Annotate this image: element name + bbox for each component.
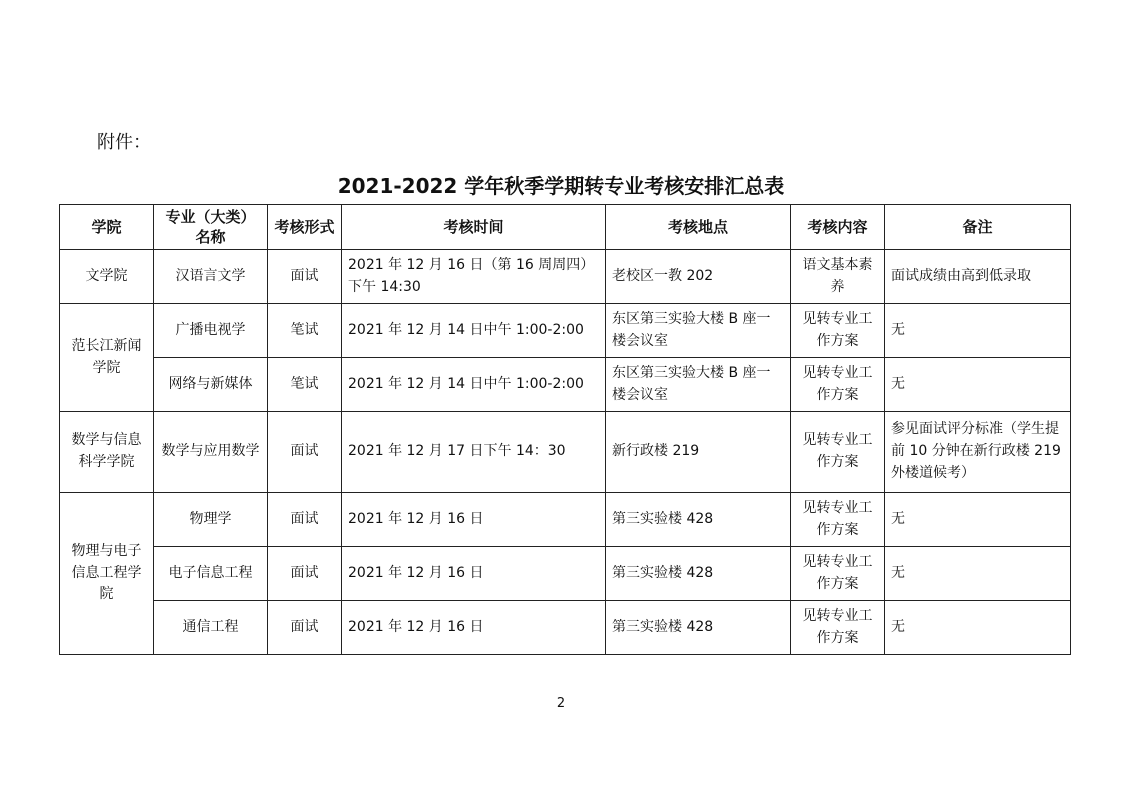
remark-cell: 无: [885, 358, 1071, 412]
remark-cell: 无: [885, 304, 1071, 358]
header-content: 考核内容: [791, 205, 885, 250]
form-cell: 面试: [268, 250, 342, 304]
content-cell: 见转专业工作方案: [791, 547, 885, 601]
major-cell: 数学与应用数学: [154, 412, 268, 493]
college-cell: 范长江新闻学院: [60, 304, 154, 412]
remark-cell: 无: [885, 493, 1071, 547]
remark-cell: 面试成绩由高到低录取: [885, 250, 1071, 304]
major-cell: 电子信息工程: [154, 547, 268, 601]
form-cell: 面试: [268, 601, 342, 655]
form-cell: 笔试: [268, 358, 342, 412]
form-cell: 笔试: [268, 304, 342, 358]
table-row: [60, 493, 1071, 547]
place-cell: 东区第三实验大楼 B 座一楼会议室: [606, 358, 791, 412]
time-cell: 2021 年 12 月 17 日下午 14：30: [342, 412, 606, 493]
time-cell: 2021 年 12 月 14 日中午 1:00-2:00: [342, 358, 606, 412]
place-cell: 东区第三实验大楼 B 座一楼会议室: [606, 304, 791, 358]
page-number: 2: [556, 696, 566, 711]
content-cell: 见转专业工作方案: [791, 358, 885, 412]
major-cell: 物理学: [154, 493, 268, 547]
content-cell: 语文基本素养: [791, 250, 885, 304]
place-cell: 第三实验楼 428: [606, 601, 791, 655]
remark-cell: 无: [885, 601, 1071, 655]
place-cell: 老校区一教 202: [606, 250, 791, 304]
place-cell: 第三实验楼 428: [606, 547, 791, 601]
table-row: [60, 547, 1071, 601]
table-row: [60, 250, 1071, 304]
document-title: 2021-2022 学年秋季学期转专业考核安排汇总表: [337, 174, 785, 198]
content-cell: 见转专业工作方案: [791, 601, 885, 655]
table-row: [60, 601, 1071, 655]
major-cell: 广播电视学: [154, 304, 268, 358]
college-cell: 物理与电子信息工程学院: [60, 493, 154, 655]
major-cell: 通信工程: [154, 601, 268, 655]
major-cell: 汉语言文学: [154, 250, 268, 304]
content-cell: 见转专业工作方案: [791, 493, 885, 547]
header-college: 学院: [60, 205, 154, 250]
header-form: 考核形式: [268, 205, 342, 250]
content-cell: 见转专业工作方案: [791, 412, 885, 493]
time-cell: 2021 年 12 月 16 日（第 16 周周四）下午 14:30: [342, 250, 606, 304]
time-cell: 2021 年 12 月 16 日: [342, 547, 606, 601]
header-remark: 备注: [885, 205, 1071, 250]
place-cell: 第三实验楼 428: [606, 493, 791, 547]
header-major: 专业（大类）名称: [154, 205, 268, 250]
time-cell: 2021 年 12 月 16 日: [342, 493, 606, 547]
table-header-row: [60, 205, 1071, 250]
remark-cell: 参见面试评分标准（学生提前 10 分钟在新行政楼 219 外楼道候考）: [885, 412, 1071, 493]
form-cell: 面试: [268, 412, 342, 493]
time-cell: 2021 年 12 月 14 日中午 1:00-2:00: [342, 304, 606, 358]
attachment-label: 附件：: [97, 132, 151, 153]
form-cell: 面试: [268, 493, 342, 547]
table-row: [60, 304, 1071, 358]
place-cell: 新行政楼 219: [606, 412, 791, 493]
time-cell: 2021 年 12 月 16 日: [342, 601, 606, 655]
exam-schedule-table: [59, 204, 1071, 655]
header-place: 考核地点: [606, 205, 791, 250]
content-cell: 见转专业工作方案: [791, 304, 885, 358]
table-row: [60, 412, 1071, 493]
college-cell: 数学与信息科学学院: [60, 412, 154, 493]
header-time: 考核时间: [342, 205, 606, 250]
college-cell: 文学院: [60, 250, 154, 304]
remark-cell: 无: [885, 547, 1071, 601]
form-cell: 面试: [268, 547, 342, 601]
major-cell: 网络与新媒体: [154, 358, 268, 412]
table-row: [60, 358, 1071, 412]
